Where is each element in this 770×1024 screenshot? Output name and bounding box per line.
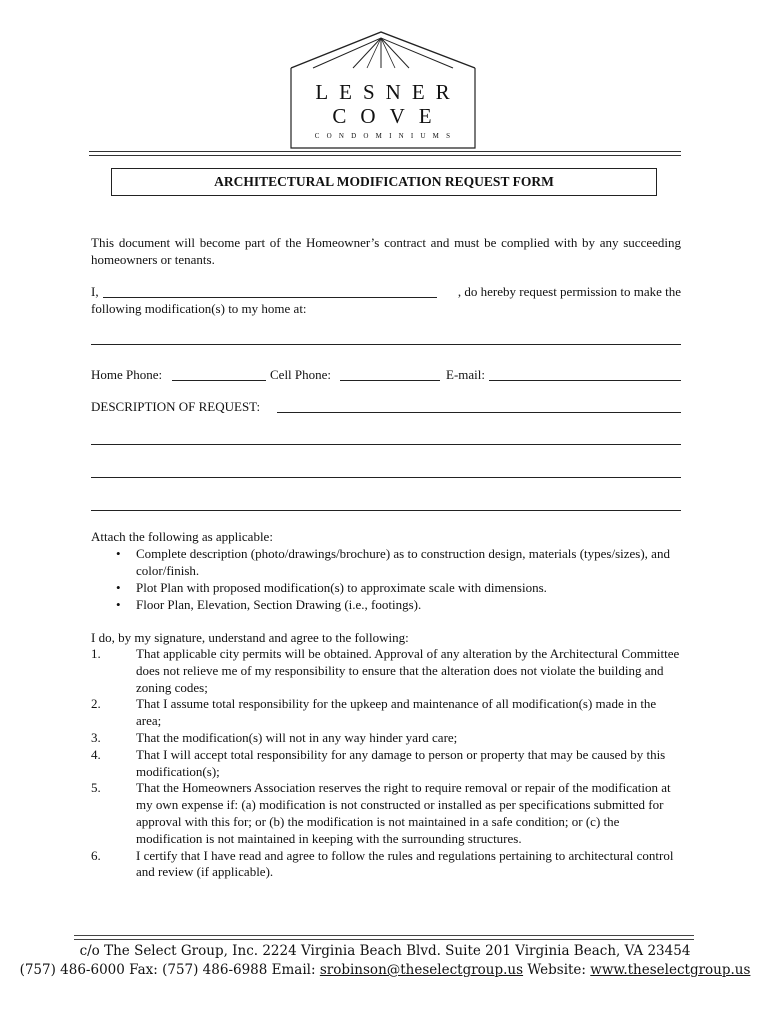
lesner-cove-logo	[287, 30, 479, 150]
agreement-number: 1.	[91, 646, 101, 661]
home-phone-field[interactable]	[172, 380, 266, 381]
agreement-text: That the Homeowners Association reserves the right to require removal or repair of the modification at my own expense if: (a) modification is not constructed or installed as per specifications submitted for approval with this for; or (b) the modification is not maintained in a safe condition; or (c) the modification is not maintained in keeping with the surrounding structures.	[136, 780, 671, 846]
footer-email-link[interactable]: srobinson@theselectgroup.us	[319, 962, 524, 978]
cell-phone-label: Cell Phone:	[270, 367, 332, 382]
form-title: ARCHITECTURAL MODIFICATION REQUEST FORM	[111, 168, 657, 196]
agreement-item	[91, 747, 681, 781]
request-prefix: I,	[91, 284, 99, 299]
agreement-item	[91, 730, 681, 747]
description-field-3[interactable]	[91, 477, 681, 478]
agreement-item	[91, 848, 681, 882]
agreement-text: That applicable city permits will be obtained. Approval of any alteration by the Architectural Committee does not relieve me of my responsibility to ensure that the alteration does not violate the building and zoning codes;	[136, 646, 680, 695]
footer-website-label: Website:	[523, 962, 591, 978]
attach-item: • Complete description (photo/drawings/brochure) as to construction design, materials (types/sizes), and color/finish.	[112, 545, 672, 579]
agreement-text: That I will accept total responsibility for any damage to person or property that may be caused by this modification(s);	[136, 746, 666, 779]
footer-website-link[interactable]: www.theselectgroup.us	[590, 962, 751, 978]
email-field[interactable]	[489, 380, 681, 381]
agreement-item	[91, 646, 681, 696]
home-phone-label: Home Phone:	[91, 367, 163, 382]
attach-item: • Plot Plan with proposed modification(s) to approximate scale with dimensions.	[112, 579, 672, 596]
agreement-item	[91, 780, 681, 847]
agreement-list	[91, 646, 681, 881]
footer-phone: (757) 486-6000 Fax: (757) 486-6988 Email:	[19, 962, 320, 978]
intro-paragraph: This document will become part of the Homeowner’s contract and must be complied with by any succeeding homeowners or tenants.	[91, 235, 681, 267]
description-field-4[interactable]	[91, 510, 681, 511]
request-line-2: following modification(s) to my home at:	[91, 301, 307, 316]
agreement-number: 4.	[91, 746, 101, 762]
agreement-number: 6.	[91, 847, 101, 863]
agreement-number: 5.	[91, 780, 101, 796]
email-label: E-mail:	[446, 367, 485, 382]
cell-phone-field[interactable]	[340, 380, 440, 381]
footer-contact	[0, 961, 770, 979]
attach-item: • Floor Plan, Elevation, Section Drawing (i.e., footings).	[112, 596, 672, 613]
logo-text-lesner: LESNER	[315, 80, 461, 104]
agreement-text: That the modification(s) will not in any way hinder yard care;	[136, 729, 458, 745]
footer-address: c/o The Select Group, Inc. 2224 Virginia Beach Blvd. Suite 201 Virginia Beach, VA 23454	[79, 943, 691, 959]
agreement-text: That I assume total responsibility for the upkeep and maintenance of all modification(s) made in the area;	[136, 696, 657, 729]
description-field-1[interactable]	[277, 412, 681, 413]
description-field-2[interactable]	[91, 444, 681, 445]
agreement-heading: I do, by my signature, understand and agree to the following:	[91, 630, 409, 645]
logo-text-condominiums: CONDOMINIUMS	[314, 132, 458, 140]
address-field[interactable]	[91, 344, 681, 345]
description-label: DESCRIPTION OF REQUEST:	[91, 399, 261, 414]
logo-text-cove: COVE	[332, 104, 446, 128]
attach-list	[112, 545, 672, 613]
request-suffix: , do hereby request permission to make the	[457, 284, 681, 299]
agreement-number: 3.	[91, 729, 101, 745]
agreement-number: 2.	[91, 696, 101, 712]
name-field[interactable]	[103, 297, 437, 298]
footer-rule	[74, 935, 694, 940]
agreement-item	[91, 696, 681, 730]
header-rule	[89, 151, 681, 156]
agreement-text: I certify that I have read and agree to follow the rules and regulations pertaining to architectural control and review (if applicable).	[136, 847, 674, 880]
attach-heading: Attach the following as applicable:	[91, 529, 273, 544]
